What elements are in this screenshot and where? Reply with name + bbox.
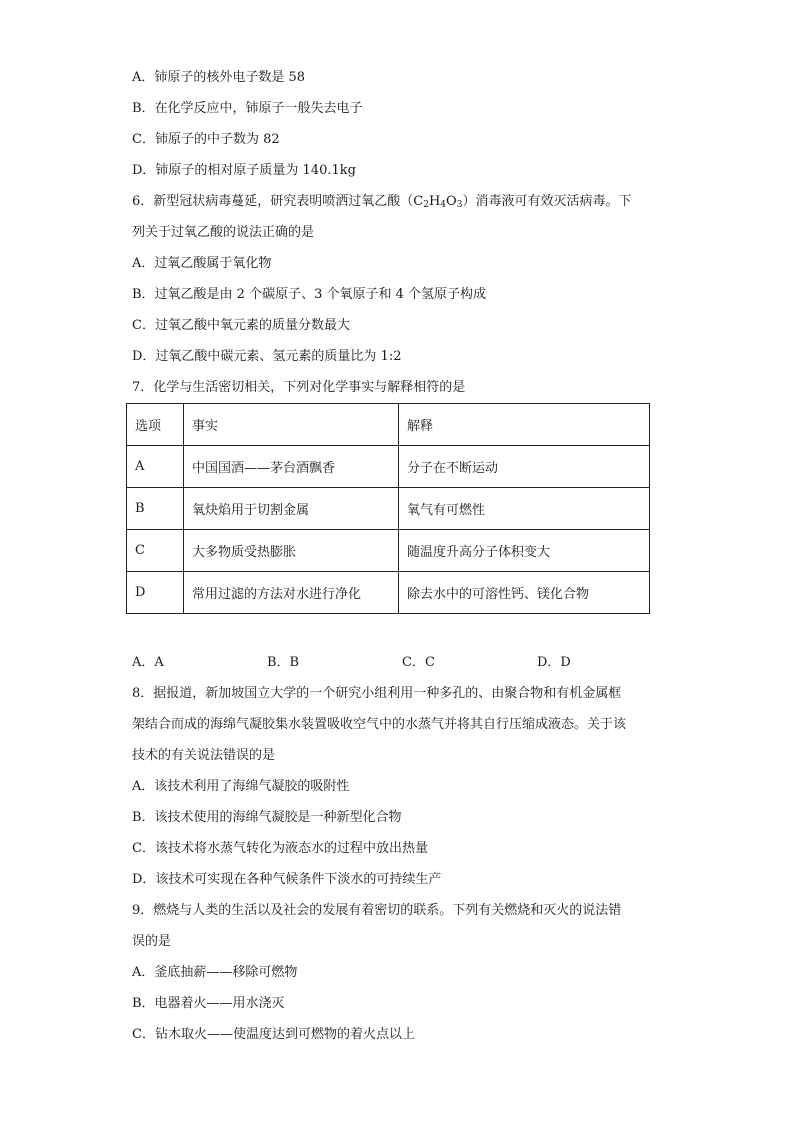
table-row bbox=[127, 446, 650, 488]
q6-option-b: B．过氧乙酸是由 2 个碳原子、3 个氧原子和 4 个氢原子构成 bbox=[132, 287, 487, 302]
table-cell: 随温度升高分子体积变大 bbox=[399, 530, 650, 572]
q6 bbox=[132, 186, 672, 372]
table-row bbox=[127, 572, 650, 614]
table-cell: 除去水中的可溶性钙、镁化合物 bbox=[399, 572, 650, 614]
q7-table bbox=[126, 403, 650, 614]
q6-stem-line1 bbox=[132, 186, 672, 217]
table-header-fact: 事实 bbox=[184, 404, 399, 446]
q6-formula-o: O bbox=[446, 194, 457, 209]
q7-answer-b: B．B bbox=[267, 655, 300, 670]
q8-stem-line3: 技术的有关说法错误的是 bbox=[132, 748, 276, 763]
q5-option-c: C．铈原子的中子数为 82 bbox=[132, 132, 280, 147]
table-cell: B bbox=[127, 488, 184, 530]
q6-formula-sub3: 3 bbox=[456, 200, 463, 210]
table-cell: 常用过滤的方法对水进行净化 bbox=[184, 572, 399, 614]
q9-option-a: A．釜底抽薪——移除可燃物 bbox=[132, 965, 298, 980]
table-cell: 分子在不断运动 bbox=[399, 446, 650, 488]
q5-options bbox=[132, 62, 672, 186]
table-row bbox=[127, 488, 650, 530]
q8-stem-line2: 架结合而成的海绵气凝胶集水装置吸收空气中的水蒸气并将其自行压缩成液态。关于该 bbox=[132, 717, 627, 732]
q9-stem-line1: 9．燃烧与人类的生活以及社会的发展有着密切的联系。下列有关燃烧和灭火的说法错 bbox=[132, 903, 622, 918]
exam-page bbox=[132, 62, 672, 1050]
q6-formula-sub1: 2 bbox=[423, 200, 429, 210]
table-header-option: 选项 bbox=[127, 404, 184, 446]
q7 bbox=[132, 372, 672, 678]
q9-stem-line2: 误的是 bbox=[132, 934, 172, 949]
table-cell: A bbox=[127, 446, 184, 488]
q9-option-b: B．电器着火——用水浇灭 bbox=[132, 996, 285, 1011]
q6-option-a: A．过氧乙酸属于氧化物 bbox=[132, 256, 272, 271]
q7-answers bbox=[132, 647, 672, 678]
q8-option-d: D．该技术可实现在各种气候条件下淡水的可持续生产 bbox=[132, 872, 442, 887]
q6-stem-pre: 6．新型冠状病毒蔓延，研究表明喷洒过氧乙酸（C bbox=[132, 194, 424, 209]
table-cell: D bbox=[127, 572, 184, 614]
q6-option-d: D．过氧乙酸中碳元素、氢元素的质量比为 1:2 bbox=[132, 349, 402, 364]
q8-option-a: A．该技术利用了海绵气凝胶的吸附性 bbox=[132, 779, 350, 794]
q7-answer-a: A．A bbox=[132, 655, 164, 670]
q9 bbox=[132, 895, 672, 1050]
table-cell: 大多物质受热膨胀 bbox=[184, 530, 399, 572]
table-header-row bbox=[127, 404, 650, 446]
q9-option-c: C．钻木取火——使温度达到可燃物的着火点以上 bbox=[132, 1027, 415, 1042]
q8-stem-line1: 8．据报道，新加坡国立大学的一个研究小组利用一种多孔的、由聚合物和有机金属框 bbox=[132, 686, 622, 701]
table-cell: 氧炔焰用于切割金属 bbox=[184, 488, 399, 530]
table-row bbox=[127, 530, 650, 572]
q6-formula-sub2: 4 bbox=[440, 200, 447, 210]
q6-stem-line2: 列关于过氧乙酸的说法正确的是 bbox=[132, 225, 315, 240]
q6-option-c: C．过氧乙酸中氧元素的质量分数最大 bbox=[132, 318, 350, 333]
q6-stem-post: ）消毒液可有效灭活病毒。下 bbox=[462, 194, 632, 209]
q5-option-d: D．铈原子的相对原子质量为 140.1kg bbox=[132, 163, 356, 178]
table-header-explanation: 解释 bbox=[399, 404, 650, 446]
q5-option-b: B．在化学反应中，铈原子一般失去电子 bbox=[132, 101, 363, 116]
q6-formula-h: H bbox=[428, 194, 441, 209]
table-cell: 氧气有可燃性 bbox=[399, 488, 650, 530]
q8 bbox=[132, 678, 672, 895]
q7-stem: 7．化学与生活密切相关，下列对化学事实与解释相符的是 bbox=[132, 380, 466, 395]
q7-answer-d: D．D bbox=[537, 655, 571, 670]
table-cell: 中国国酒——茅台酒飘香 bbox=[184, 446, 399, 488]
q7-answer-c: C．C bbox=[402, 655, 435, 670]
q8-option-c: C．该技术将水蒸气转化为液态水的过程中放出热量 bbox=[132, 841, 428, 856]
q5-option-a: A．铈原子的核外电子数是 58 bbox=[132, 70, 306, 85]
table-cell: C bbox=[127, 530, 184, 572]
q8-option-b: B．该技术使用的海绵气凝胶是一种新型化合物 bbox=[132, 810, 402, 825]
